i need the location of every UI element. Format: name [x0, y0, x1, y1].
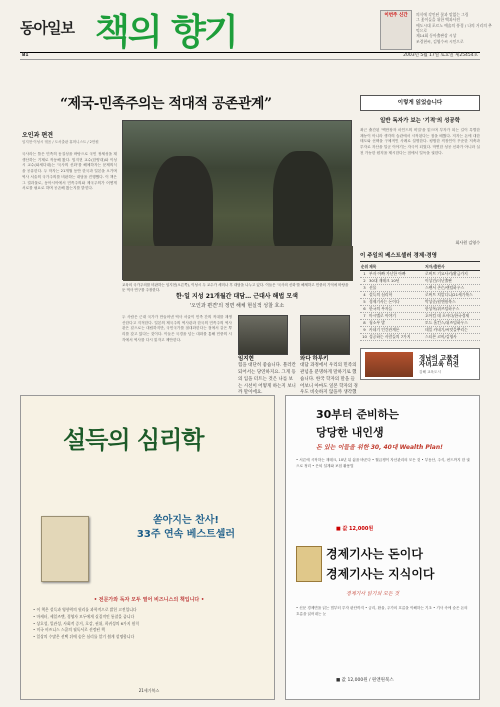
ad-right-list2: • 신문 경제면을 읽는 법부터 투자 판단까지 • 금리, 환율, 주가의 흐름을 이해하는 기초 • 기사 속에 숨은 돈의 흐름을 읽어내는 눈	[296, 606, 468, 616]
bs-author: 한상복/위즈덤하우스	[425, 306, 460, 312]
bs-rank: 8	[363, 320, 366, 326]
ad-persuasion-title: 설득의 심리학	[63, 425, 204, 454]
promo-line: 조경현씨, 김영수씨 시인으로	[416, 38, 464, 44]
bestseller-row[interactable]	[360, 327, 480, 334]
bs-rank: 1	[363, 271, 366, 277]
photo-caption: 교육의 국가주의를 비판하는 임지현(오른쪽), 이성시 두 교수가 세미나 후 대담을 나누고 있다. 이들은 '국사의 신화'를 해체하고 민중의 기억에 바탕을 둔 역사 연구를 주장한다.	[122, 283, 349, 292]
ad-right-head4: 경제기사는 지식이다	[326, 567, 435, 581]
book-title: 오인과 편견	[22, 132, 54, 139]
ad-persuasion-badge	[101, 514, 271, 541]
bestseller-row[interactable]	[360, 334, 480, 341]
ad-persuasion-publisher: 21세기북스	[138, 687, 160, 693]
bs-title: 선물	[369, 285, 377, 291]
bs-col-rank: 순위	[360, 264, 369, 270]
bestseller-row[interactable]	[360, 306, 480, 313]
ad-list-heading: • 전문가와 독자 모두 열어 비즈니스의 책입니다 •	[93, 597, 205, 603]
quote-2-name: 와다 하루키	[300, 356, 329, 362]
ad-list-item: • 마케터, 세일즈맨, 경영자 모두에게 실질적인 통찰을 줍니다	[33, 613, 135, 619]
bs-author: 호아킴 데 포사다/한국경제	[425, 313, 470, 319]
person-figure-right	[273, 151, 333, 256]
ad-finance-books[interactable]	[285, 395, 480, 700]
quote-1	[238, 356, 296, 396]
ad-right-book-cover	[296, 546, 322, 582]
bs-author: 데일 카네기/씨앗을뿌리는	[425, 327, 468, 333]
promo-label: 이번주 신간	[384, 13, 408, 18]
promo-thumbnail[interactable]	[380, 10, 412, 50]
ad-persuasion-book[interactable]	[20, 395, 275, 700]
bs-title: 경제기사는 돈이다	[369, 299, 400, 305]
bs-rank: 10	[362, 334, 367, 340]
bs-rank: 5	[363, 299, 366, 305]
subhead-secondary: '오인과 편견'의 정면 해체 현실적 성찰 호소	[189, 303, 285, 309]
book-info: 임지현·이성시 엮음 / 도서출판 휴머니스트 / 2만원	[22, 140, 99, 144]
ad-list-item: • 일상의 수많은 선택 뒤에 숨은 심리를 알기 쉽게 설명합니다	[33, 634, 135, 640]
bestseller-row[interactable]	[360, 292, 480, 299]
bs-title: 카네기 인간관계론	[369, 327, 400, 333]
sidebar-header-text: 이렇게 읽었습니다	[397, 100, 443, 106]
ad-list-item: • 상호성, 일관성, 사회적 증거, 호감, 권위, 희귀성의 6가지 원칙	[33, 620, 139, 626]
ad-gyeongnam-title: 경남의 고품격	[419, 354, 459, 362]
bs-title: 30대 재테크 10년	[369, 278, 400, 284]
bestseller-row[interactable]	[360, 320, 480, 327]
bs-title: 부자 아빠 가난한 아빠	[369, 271, 406, 277]
ad-list-item: • 미국 비즈니스 스쿨의 필독서로 선정된 책	[33, 627, 105, 633]
subhead: 한·일 지성 21개월간 대담… 근대사 해법 모색	[176, 293, 298, 300]
bs-author: 로버트 기요사키/황금가지	[425, 271, 468, 277]
bs-title: 마시멜로 이야기	[369, 313, 396, 319]
bs-author: 이상건/더난출판	[425, 278, 452, 284]
page-number: B1	[22, 52, 29, 58]
section-title: 책의 향기	[95, 11, 237, 53]
portrait-wada	[300, 315, 350, 355]
quote-2-text: 대담 과정에서 우리의 민족의 관념을 분명하게 말하기로 했습니다. 한국 학자의 말을 들어보니 아마도 일본 학자의 경우도 비슷하지 않을까 생각했	[300, 363, 358, 396]
bs-author: 스티븐 코비/김영사	[425, 334, 457, 340]
promo-line: 제14회 동아출판상 시상	[416, 33, 457, 39]
bestseller-row[interactable]	[360, 278, 480, 285]
date-line	[403, 53, 478, 59]
ad-gyeongnam-sub: 김해 교육도시	[419, 370, 441, 374]
bs-rank: 3	[363, 285, 366, 291]
body-col-1-text: 국사라는 틀은 민족의 동질성을 바탕으로 국민 정체성을 재생산하는 기제로 작동해 왔다. 임지현 교수(한양대)와 이성시 교수(와세다대)는 '국사의 신화'를 해체하자는 문제의식을 공유한다. 두 학자는 21개월 동안 한국과 일본을 오가며 역사 서술의 국가주의를 비판하는 대담을 진행했다. 이 책은 그 결과물로, 동아시아에서 민족주의와 제국주의가 어떻게 서로를 필요로 하며 공존해 왔는지를 밝힌다.	[22, 152, 117, 191]
bs-title: 한국의 부자들	[369, 306, 393, 312]
ad-badge-line2: 33주 연속 베스트셀러	[136, 528, 236, 540]
person-figure-left	[153, 156, 213, 256]
bs-rank: 9	[363, 327, 366, 333]
bs-title: 성공하는 사람들의 7가지	[369, 334, 411, 340]
bestseller-row[interactable]	[360, 313, 480, 320]
ad-right-head2: 당당한 내인생	[316, 426, 384, 439]
sidebar-body-text: 최근 출간된 '백만장자 마인드의 비밀'을 읽으며 부자가 되는 길이 특별한 재능이 아니라 생각의 습관에서 시작된다는 점을 배웠다. 저자는 돈에 대한 태도와 선택을 구체적인 사례로 설명한다. 평범한 직장인이 꾸준한 저축과 투자로 자산을 일군 이야기는 자극이 되었다. 막연한 성공 신화가 아니라 실천 가능한 원칙을 제시한다는 점에서 일독을 권한다.	[360, 128, 480, 155]
sidebar-header	[360, 95, 480, 111]
ad-right-head3: 경제기사는 돈이다	[326, 547, 423, 561]
bs-title: 설득의 심리학	[369, 292, 393, 298]
portrait-lim	[238, 315, 288, 355]
date: 2003년 5월 17일 토요일	[403, 52, 454, 58]
sidebar-title: 일반 독자가 보는 '기적'의 성공학	[379, 118, 461, 124]
ad-building-image	[365, 352, 413, 377]
bs-author: 로버트 치알디니/21세기북스	[425, 292, 473, 298]
bs-title: 청소부 밥	[369, 320, 385, 326]
bs-col-author: 저자/출판사	[425, 264, 445, 270]
bestseller-table	[360, 264, 480, 341]
bestseller-row[interactable]	[360, 271, 480, 278]
body-col-1	[22, 152, 117, 392]
bestseller-header-row	[360, 264, 480, 271]
paper-name: 동아일보	[20, 19, 74, 37]
ad-right-sub1: 돈 있는 이들을 위한 30, 40대 Wealth Plan!	[316, 444, 443, 451]
ad-gyeongnam-title2: 자녀교육 터전	[419, 360, 459, 368]
bestseller-row[interactable]	[360, 285, 480, 292]
ad-right-price2: ■ 값 12,000원 / 원앤원북스	[336, 678, 394, 683]
ad-list-item: • 이 책은 설득과 영향력의 원리를 과학적으로 밝힌 고전입니다	[33, 607, 137, 612]
bs-rank: 7	[363, 313, 366, 319]
info-bar	[20, 52, 480, 60]
bs-rank: 6	[363, 306, 366, 312]
ad-badge-line1: 쏟아지는 찬사!	[152, 515, 219, 526]
quote-1-name: 임지현	[238, 356, 254, 362]
ad-persuasion-list	[33, 596, 265, 641]
sidebar-body	[360, 128, 480, 238]
promo-line: 의식에 각인된 꽃과 말없는 그림	[416, 12, 469, 17]
quote-2	[300, 356, 358, 396]
ad-right-price1: ■ 값 12,000원	[336, 526, 374, 532]
body-col-2	[122, 315, 232, 393]
issue-number: 제25454호	[454, 52, 478, 58]
bestseller-title: 이 주일의 베스트셀러 경제·경영	[360, 253, 480, 262]
bs-author: 토드 홉킨스/위즈덤하우스	[425, 320, 468, 326]
ad-right-sub2: 경제기사 읽기의 모든 것	[346, 591, 400, 597]
bs-rank: 4	[363, 292, 366, 298]
main-headline: “제국-민족주의는 적대적 공존관계”	[60, 96, 272, 112]
quote-1-text: 힘을 대단히 좋습니다. 블러칸 되어서는 당연하지요. 그게 등의 입을 터트는 것은 나를 보는 시선이 어떻게 하는지 보니까 말이에요.	[238, 363, 296, 396]
sidebar-signoff: 회사원 김영수	[455, 240, 480, 245]
promo-line: 에도시대 포르노 예술의 풍경 / 나의 거리의 추억으로	[416, 22, 492, 33]
photo-ground	[123, 246, 353, 281]
book-cover-image	[41, 516, 89, 582]
main-photo	[122, 120, 352, 280]
ad-right-head1: 30부터 준비하는	[316, 408, 399, 421]
ad-right-list1: • 서른에 시작하는 재테크, 10년 뒤 삶을 바꾼다 • 월급쟁이 자산관리의 모든 것 • 부동산, 주식, 펀드까지 한 권으로 정리 • 은퇴 설계와 보험 활용법	[296, 458, 470, 468]
bs-author: 박상준/원앤원북스	[425, 299, 456, 305]
promo-list	[416, 12, 492, 44]
bestseller-row[interactable]	[360, 299, 480, 306]
bs-author: 스펜서 존슨/랜덤하우스	[425, 285, 465, 291]
promo-line: 그 꽃이들을 위한 백과사전	[416, 17, 460, 23]
bs-col-title: 제목	[369, 264, 377, 270]
bs-rank: 2	[363, 278, 366, 284]
body-col-2-text: 두 사람은 근대 국가가 만들어낸 역사 서술이 민족 간의 적대를 재생산한다고 지적한다. 일본의 제국주의 역사관과 한국의 민족주의 역사관은 겉으로는 대립하지만, 국민국가를 절대화한다는 점에서 같은 뿌리를 갖고 있다는 것이다. 이들은 국경을 넘는 대화를 통해 민중의 시각에서 역사를 다시 읽자고 제안한다.	[122, 315, 232, 342]
ad-gyeongnam[interactable]	[360, 348, 480, 380]
